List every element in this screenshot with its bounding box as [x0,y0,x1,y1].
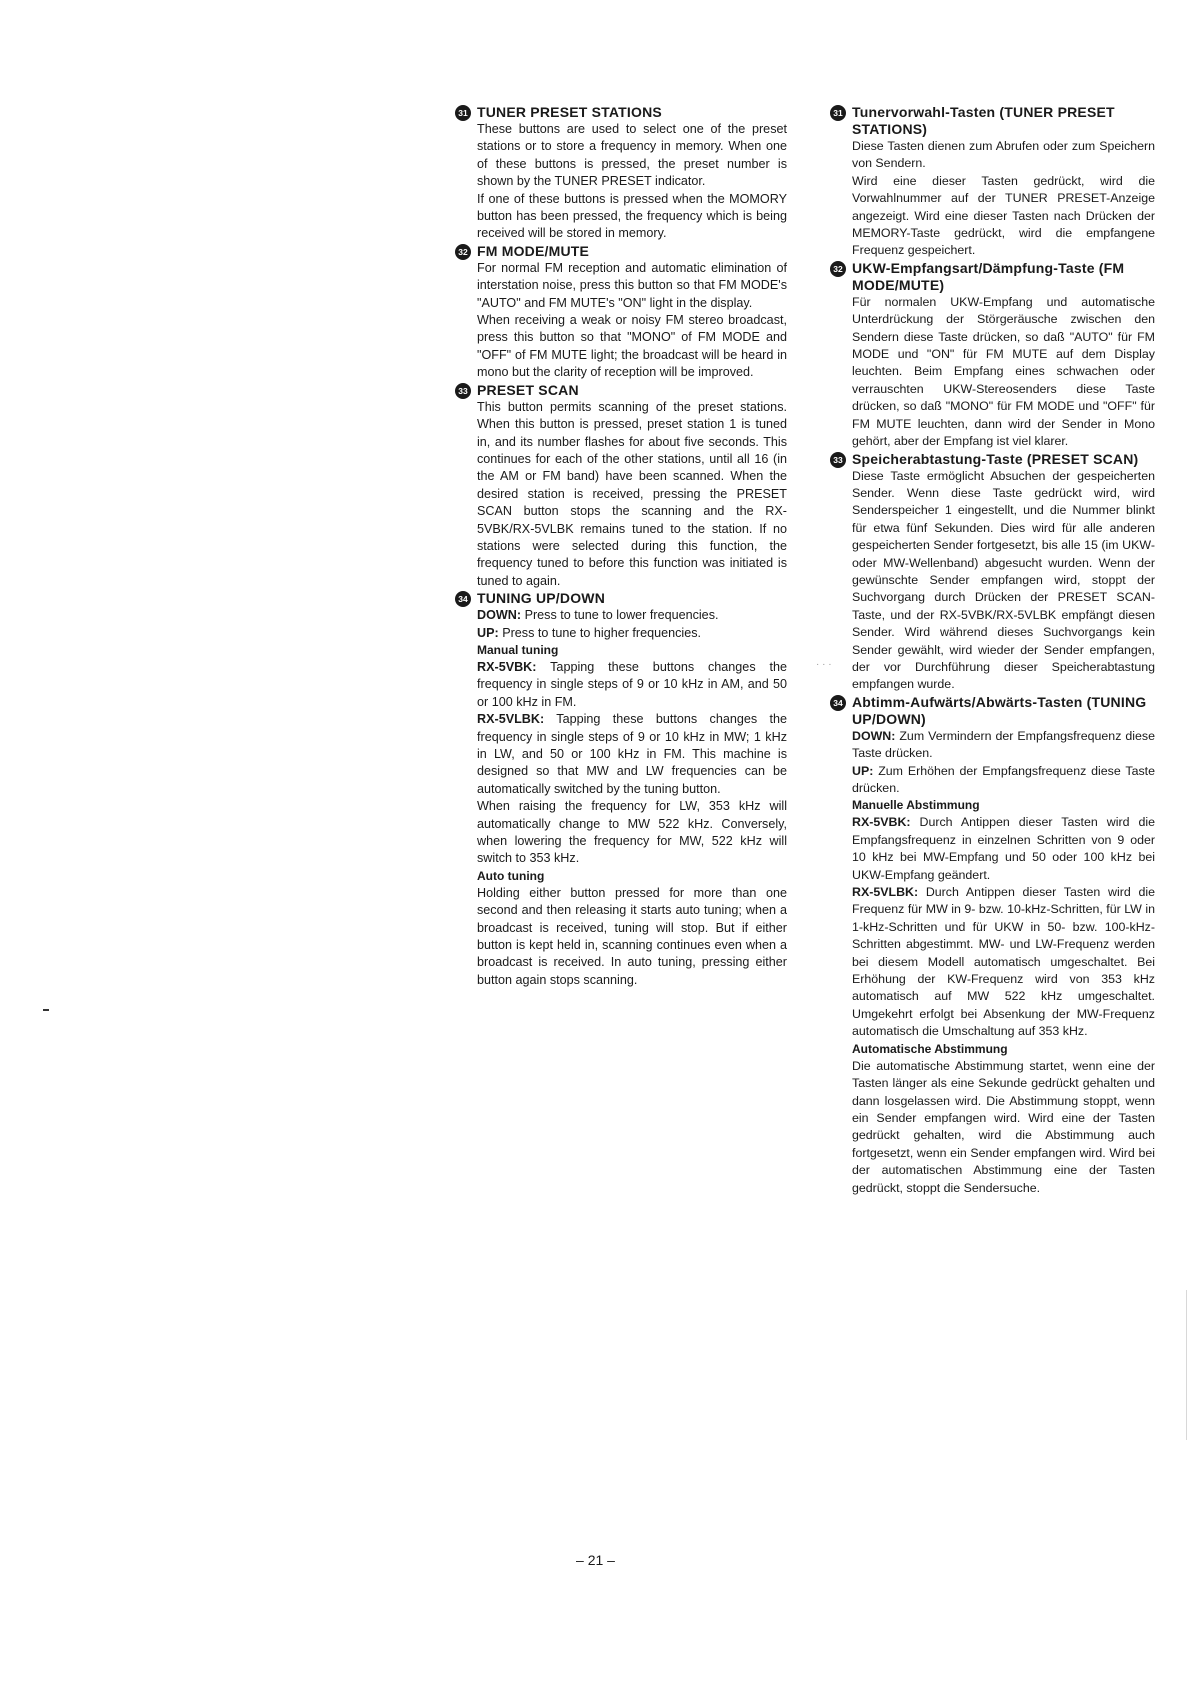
section-number-badge: 34 [455,591,471,607]
section-preset-scan-de [830,451,1155,694]
paragraph: This button permits scanning of the preset stations. When this button is pressed, preset station 1 is tuned in, and its number flashes for about five seconds. This continues for each of the other stations, until all 16 (in the AM or FM band) have been scanned. When the desired station is received, pressing the PRESET SCAN button stops the scanning and the RX-5VBK/RX-5VLBK remains tuned to the station. If no stations were selected during this function, the frequency tuned to before this function was initiated is tuned to again. [477,399,787,588]
margin-mark [43,1009,49,1011]
label-up: UP: [477,625,499,640]
paragraph: Diese Tasten dienen zum Abrufen oder zum Speichern von Sendern. [852,139,1155,171]
text-down: Zum Vermindern der Empfangsfrequenz diese Taste drücken. [852,728,1155,761]
paragraph-up [852,763,1155,798]
label-rx5vbk: RX-5VBK: [852,815,911,830]
section-preset-scan [455,382,787,590]
section-heading: TUNING UP/DOWN [477,590,606,607]
paragraph-rx5vlbk [852,884,1155,1041]
section-heading: Speicherabtastung-Taste (PRESET SCAN) [852,450,1139,467]
paragraph-rx5vbk [477,659,787,711]
text-rx5vlbk: Durch Antippen dieser Tasten wird die Frequenz für MW in 9- bzw. 10-kHz-Schritten, für LW in 1-kHz-Schritten und für UKW in 50- bzw. 100-kHz-Schritten abgestimmt. MW- und LW-Frequenz werden bei diesem Modell automatisch umgeschaltet. Bei Erhöhung der KW-Frequenz wird von 353 kHz automatisch auf MW 522 kHz umgeschaltet. Umgekehrt erfolgt bei Absenkung der MW-Frequenz automatisch die Umschaltung auf 353 kHz. [852,885,1155,1039]
paragraph-up [477,625,787,642]
section-number-badge: 31 [830,105,846,121]
label-rx5vlbk: RX-5VLBK: [477,712,545,727]
paragraph: Diese Taste ermöglicht Absuchen der gespeicherten Sender. Wenn diese Taste gedrückt wird, wird Senderspeicher 1 eingestellt, und die Nummer blinkt für etwa fünf Sekunden. Dies wird für alle anderen gespeicherten Sender fortgesetzt, bis alle 15 (im UKW- oder MW-Wellenband) abgesucht wurden. Wenn der gewünschte Sender empfangen wird, stoppt der Suchvorgang durch Drücken der PRESET SCAN-Taste, und der RX-5VBK/RX-5VLBK empfängt diesen Sender. Wird während dieses Suchvorgangs kein Sender gewählt, wird wieder der Sender empfangen, der vor Durchführung dieser Speicherabtastung empfangen wurde. [852,468,1155,692]
section-heading: FM MODE/MUTE [477,242,590,259]
subheading-auto-tuning: Auto tuning [477,868,545,883]
section-number-badge: 32 [830,261,846,277]
text-up: Press to tune to higher frequencies. [502,625,702,640]
paragraph: Wird eine dieser Tasten gedrückt, wird die Vorwahlnummer auf der TUNER PRESET-Anzeige angezeigt. Wird eine dieser Tasten nach Drücken der MEMORY-Taste gedrückt, wird die empfangene Frequenz gespeichert. [852,173,1155,258]
section-number-badge: 31 [455,105,471,121]
paragraph: Für normalen UKW-Empfang und automatische Unterdrückung der Störgeräusche zwischen den Sendern diese Taste drücken, so daß "AUTO" für FM MODE und "ON" für FM MUTE auf dem Display leuchten. Beim Empfang eines schwachen oder verrauschten UKW-Stereosenders diese Taste drücken, so daß "MONO" für FM MODE und "OFF" für FM MUTE leuchten, dann wird der Sender in Mono gehört, aber der Empfang ist viel klarer. [852,294,1155,449]
text-rx5vlbk: Tapping these buttons changes the frequency in single steps of 9 or 10 kHz in MW; 1 kHz in LW, and 50 or 100 kHz in FM. This machine is designed so that MW and LW frequencies can be automatically switched by the tuning button. [477,712,787,796]
section-number-badge: 34 [830,695,846,711]
paragraph: Die automatische Abstimmung startet, wenn eine der Tasten länger als eine Sekunde gedrückt gehalten und dann losgelassen wird. Die Abstimmung stoppt, wenn ein Sender empfangen wird. Wird eine der Tasten gedrückt gehalten, wird die Abstimmung auch fortgesetzt, wenn ein Sender empfangen wird. Wird bei der automatischen Abstimmung eine der Tasten gedrückt, stoppt die Sendersuche. [852,1058,1155,1195]
text-rx5vbk: Tapping these buttons changes the frequency in single steps of 9 or 10 kHz in AM, and 50 or 100 kHz in FM. [477,659,787,709]
text-up: Zum Erhöhen der Empfangsfrequenz diese Taste drücken. [852,763,1155,795]
paragraph-rx5vbk [852,814,1155,884]
section-tuner-preset-stations-de [830,104,1155,260]
subheading-manual-tuning: Manual tuning [477,642,559,657]
section-number-badge: 33 [455,383,471,399]
subheading-auto-tuning: Automatische Abstimmung [852,1041,1008,1056]
section-tuning-up-down-de [830,694,1155,1197]
paragraph-down [477,607,787,624]
section-heading: PRESET SCAN [477,381,579,398]
label-rx5vlbk: RX-5VLBK: [852,885,919,900]
paragraph: If one of these buttons is pressed when the MOMORY button has been pressed, the frequency which is being received will be stored in memory. [477,191,787,241]
label-down: DOWN: [852,728,896,743]
section-heading: Abtimm-Aufwärts/Abwärts-Tasten (TUNING UP/DOWN) [852,693,1147,727]
paragraph: When receiving a weak or noisy FM stereo broadcast, press this button so that "MONO" of FM MODE and "OFF" of FM MUTE light; the broadcast will be heard in mono but the clarity of reception will be improved. [477,313,787,380]
section-heading: TUNER PRESET STATIONS [477,104,662,120]
text-down: Press to tune to lower frequencies. [524,608,719,623]
paragraph: When raising the frequency for LW, 353 kHz will automatically change to MW 522 kHz. Conversely, when lowering the frequency for MW, 522 kHz will switch to 353 kHz. [477,799,787,866]
german-column [830,104,1155,1197]
section-fm-mode-mute-de [830,260,1155,451]
label-down: DOWN: [477,608,522,623]
section-heading: UKW-Empfangsart/Dämpfung-Taste (FM MODE/MUTE) [852,259,1125,293]
english-column [455,104,787,989]
section-tuning-up-down [455,590,787,989]
label-rx5vbk: RX-5VBK: [477,659,537,674]
edge-line [1186,1290,1187,1440]
section-tuner-preset-stations [455,104,787,243]
scan-dots: · · · [816,659,832,670]
paragraph: Holding either button pressed for more than one second and then releasing it starts auto tuning; when a broadcast is received, tuning will stop. But if either button is kept held in, scanning continues even when a broadcast is received. In auto tuning, pressing either button again stops scanning. [477,885,787,987]
page-number: – 21 – [576,1552,615,1568]
section-number-badge: 33 [830,452,846,468]
section-fm-mode-mute [455,243,787,382]
section-number-badge: 32 [455,244,471,260]
paragraph-rx5vlbk [477,711,787,798]
text-rx5vbk: Durch Antippen dieser Tasten wird die Empfangsfrequenz in einzelnen Schritten von 9 oder 10 kHz bei MW-Empfang und 50 oder 100 kHz bei UKW-Empfang geändert. [852,815,1155,882]
paragraph: For normal FM reception and automatic elimination of interstation noise, press this button so that FM MODE's "AUTO" and FM MUTE's "ON" light in the display. [477,260,787,310]
paragraph-down [852,728,1155,763]
subheading-manual-tuning: Manuelle Abstimmung [852,798,980,813]
label-up: UP: [852,763,874,778]
section-heading: Tunervorwahl-Tasten (TUNER PRESET STATIONS) [852,104,1115,137]
paragraph: These buttons are used to select one of the preset stations or to store a frequency in memory. When one of these buttons is pressed, the preset number is shown by the TUNER PRESET indicator. [477,122,787,189]
